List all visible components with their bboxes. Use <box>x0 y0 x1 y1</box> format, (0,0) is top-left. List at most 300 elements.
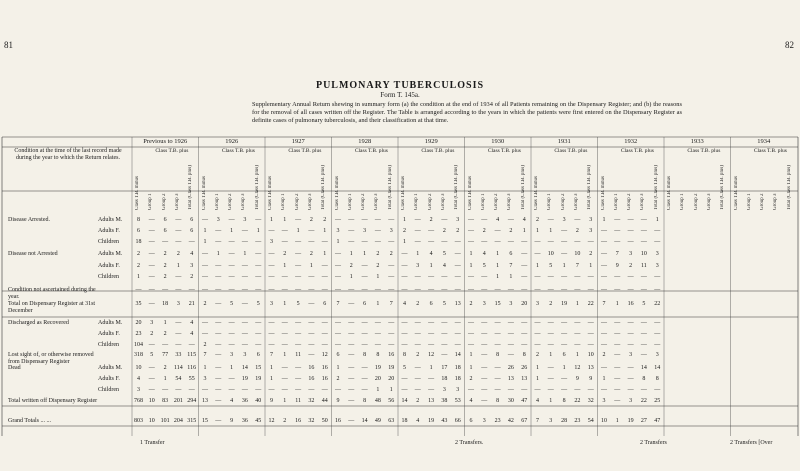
table-cell: — <box>215 387 222 393</box>
column-header: Class T.B. minus <box>401 176 406 210</box>
row-sublabel: Children <box>98 342 119 348</box>
table-cell: 1 <box>602 217 606 223</box>
table-cell: — <box>534 342 541 348</box>
table-cell: — <box>507 352 514 358</box>
table-cell: — <box>454 331 461 337</box>
row-sublabel: Adults F. <box>98 263 120 269</box>
table-cell: 1 <box>429 365 433 371</box>
table-cell: 1 <box>230 228 234 234</box>
table-cell: 4 <box>190 251 194 257</box>
table-cell: 2 <box>283 251 287 257</box>
class-plus-header: Class T.B. plus <box>620 148 654 154</box>
table-cell: 1 <box>323 251 327 257</box>
table-cell: 11 <box>295 352 301 358</box>
table-cell: 1 <box>469 251 473 257</box>
table-cell: — <box>481 320 488 326</box>
table-cell: 40 <box>255 398 262 404</box>
table-cell: — <box>348 352 355 358</box>
table-cell: 13 <box>202 398 208 404</box>
table-cell: — <box>654 228 661 234</box>
table-cell: — <box>468 274 474 280</box>
table-cell: — <box>281 365 288 371</box>
document-title: PULMONARY TUBERCULOSIS <box>315 80 485 91</box>
table-cell: — <box>255 251 262 257</box>
table-cell: — <box>374 287 381 293</box>
column-header: Total (Class T.B. plus) <box>587 165 593 210</box>
table-cell: 318 <box>134 352 143 358</box>
row-label: Condition not ascertained during the year. <box>8 287 96 300</box>
table-cell: — <box>361 287 368 293</box>
table-cell: 1 <box>296 228 300 234</box>
table-cell: — <box>601 387 607 393</box>
table-cell: — <box>468 287 474 293</box>
table-cell: 3 <box>509 301 513 307</box>
table-cell: 3 <box>270 301 273 307</box>
table-cell: — <box>627 342 634 348</box>
table-cell: — <box>468 217 474 223</box>
table-cell: — <box>534 331 541 337</box>
table-cell: 4 <box>536 398 539 404</box>
table-cell: — <box>308 239 315 245</box>
table-cell: — <box>348 217 355 223</box>
table-cell: — <box>202 217 208 223</box>
table-cell: 19 <box>374 365 381 371</box>
table-cell: 1 <box>536 376 539 382</box>
table-cell: 83 <box>162 398 169 404</box>
table-cell: 6 <box>562 352 566 358</box>
table-cell: 13 <box>428 398 435 404</box>
table-cell: — <box>295 274 302 280</box>
table-cell: — <box>521 251 528 257</box>
table-cell: — <box>481 398 488 404</box>
table-cell: — <box>308 301 315 307</box>
table-cell: — <box>468 228 474 234</box>
table-cell: 8 <box>137 217 140 223</box>
class-plus-header: Class T.B. plus <box>221 148 255 154</box>
column-header: Group 3 <box>640 193 646 210</box>
table-cell: — <box>361 217 368 223</box>
table-cell: 8 <box>642 376 646 382</box>
table-cell: 14 <box>401 398 408 404</box>
table-cell: — <box>561 274 568 280</box>
table-cell: 66 <box>454 418 461 424</box>
table-cell: 1 <box>309 263 313 269</box>
table-cell: — <box>295 387 302 393</box>
table-cell: 2 <box>442 228 446 234</box>
table-cell: — <box>507 387 514 393</box>
table-cell: 6 <box>190 228 194 234</box>
table-cell: — <box>388 274 395 280</box>
table-cell: — <box>640 342 647 348</box>
table-cell: 18 <box>454 365 461 371</box>
table-cell: — <box>308 387 315 393</box>
table-cell: — <box>268 320 275 326</box>
intro-paragraph: Supplementary Annual Return shewing in summary form (a) the condition at the end of 1934 of all Patients remaining on the Dispensary Register; and (b) the reasons for the removal of all cases written off the Register. The Table is arranged according to the years in which the patients were first entered on the Dispensary Register as definite cases of pulmonary tuberculosis, and their classification at that time. <box>252 101 682 124</box>
table-cell: — <box>348 387 355 393</box>
table-cell: — <box>654 320 661 326</box>
table-cell: 2 <box>163 365 167 371</box>
column-header: Class T.B. minus <box>534 176 539 210</box>
table-cell: — <box>255 239 262 245</box>
table-cell: 16 <box>321 365 328 371</box>
table-cell: 1 <box>270 376 273 382</box>
table-cell: — <box>361 342 368 348</box>
table-cell: 2 <box>163 263 167 269</box>
table-cell: — <box>654 287 661 293</box>
table-cell: 8 <box>522 352 526 358</box>
table-cell: 2 <box>403 228 406 234</box>
table-cell: — <box>401 287 408 293</box>
table-cell: — <box>428 239 435 245</box>
table-cell: 4 <box>522 217 526 223</box>
table-cell: — <box>308 287 315 293</box>
table-cell: — <box>215 331 222 337</box>
table-cell: — <box>601 365 607 371</box>
table-cell: — <box>640 320 647 326</box>
table-cell: — <box>428 387 435 393</box>
table-cell: — <box>454 274 461 280</box>
table-cell: — <box>295 251 302 257</box>
table-cell: — <box>614 228 621 234</box>
table-cell: 1 <box>163 320 167 326</box>
table-cell: 3 <box>655 263 659 269</box>
table-cell: 3 <box>482 418 486 424</box>
table-cell: — <box>188 342 195 348</box>
table-cell: 2 <box>509 228 513 234</box>
table-cell: 30 <box>507 398 514 404</box>
table-cell: — <box>561 376 568 382</box>
table-cell: — <box>228 274 235 280</box>
table-cell: — <box>627 387 634 393</box>
table-cell: — <box>335 287 341 293</box>
table-cell: — <box>507 320 514 326</box>
table-cell: — <box>428 287 435 293</box>
table-cell: — <box>414 287 421 293</box>
table-cell: — <box>241 263 248 269</box>
table-cell: 17 <box>441 365 448 371</box>
table-cell: 4 <box>416 418 420 424</box>
form-number: Form T. 145a. <box>380 91 420 99</box>
table-cell: — <box>601 287 607 293</box>
table-cell: 2 <box>336 376 340 382</box>
table-cell: — <box>414 342 421 348</box>
table-cell: 27 <box>640 418 647 424</box>
table-cell: 5 <box>442 301 446 307</box>
column-header: Class T.B. minus <box>334 176 340 210</box>
table-cell: 16 <box>388 352 395 358</box>
table-cell: 2 <box>536 217 539 223</box>
row-label: Total written off Dispensary Register <box>8 398 98 404</box>
table-cell: — <box>521 274 528 280</box>
table-cell: — <box>281 287 288 293</box>
column-header: Group 2 <box>427 193 433 210</box>
column-header: Group 1 <box>746 193 752 210</box>
table-cell: 4 <box>190 320 194 326</box>
table-cell: 4 <box>482 251 486 257</box>
table-cell: 1 <box>256 228 260 234</box>
row-sublabel: Adults M. <box>98 365 123 371</box>
table-cell: 2 <box>429 217 433 223</box>
table-cell: — <box>255 263 262 269</box>
column-header: Group 2 <box>760 193 766 210</box>
table-cell: — <box>308 228 315 234</box>
table-cell: — <box>388 287 395 293</box>
table-cell: — <box>494 228 501 234</box>
table-cell: 48 <box>374 398 381 404</box>
table-cell: — <box>441 217 448 223</box>
table-cell: 3 <box>629 352 633 358</box>
table-cell: 2 <box>203 301 207 307</box>
table-cell: 10 <box>601 418 607 424</box>
table-cell: — <box>388 217 395 223</box>
table-cell: — <box>295 342 302 348</box>
table-cell: 2 <box>575 228 579 234</box>
column-header: Total (Class T.B. plus) <box>387 165 393 210</box>
column-header: Group 1 <box>281 193 287 210</box>
table-cell: — <box>654 342 661 348</box>
table-cell: — <box>574 217 581 223</box>
table-cell: — <box>321 239 328 245</box>
table-cell: — <box>401 387 408 393</box>
table-cell: 3 <box>336 228 340 234</box>
table-cell: — <box>321 274 328 280</box>
table-cell: — <box>640 274 647 280</box>
column-header: Group 3 <box>507 193 513 210</box>
table-cell: 1 <box>376 301 380 307</box>
table-cell: — <box>388 320 395 326</box>
table-cell: — <box>202 320 208 326</box>
row-sublabel: Adults F. <box>98 331 120 337</box>
table-cell: — <box>614 352 621 358</box>
table-cell: 1 <box>389 387 393 393</box>
table-cell: — <box>481 352 488 358</box>
column-header: Group 1 <box>480 193 486 210</box>
table-cell: 2 <box>589 251 593 257</box>
table-cell: 3 <box>416 263 420 269</box>
table-cell: 2 <box>203 342 207 348</box>
table-cell: — <box>228 263 235 269</box>
table-cell: — <box>374 239 381 245</box>
table-cell: — <box>414 376 421 382</box>
table-cell: — <box>175 342 182 348</box>
table-cell: — <box>401 331 408 337</box>
table-cell: 4 <box>469 398 473 404</box>
table-cell: — <box>481 331 488 337</box>
table-cell: — <box>627 376 634 382</box>
table-cell: — <box>374 228 381 234</box>
table-cell: 21 <box>188 301 195 307</box>
table-cell: — <box>268 228 275 234</box>
table-cell: — <box>521 263 528 269</box>
table-cell: 1 <box>615 418 619 424</box>
table-cell: — <box>561 239 568 245</box>
table-cell: — <box>441 287 448 293</box>
table-cell: — <box>215 376 222 382</box>
table-cell: — <box>268 263 275 269</box>
table-cell: 13 <box>521 376 528 382</box>
table-cell: 67 <box>521 418 528 424</box>
table-cell: 7 <box>509 263 513 269</box>
table-cell: 2 <box>482 228 486 234</box>
table-cell: 204 <box>173 418 183 424</box>
table-cell: — <box>361 376 368 382</box>
table-cell: — <box>188 387 195 393</box>
table-cell: — <box>414 239 421 245</box>
table-cell: 3 <box>216 217 220 223</box>
column-header: Total (Class T.B. plus) <box>520 165 526 210</box>
row-label: Lost sight of, or otherwise removed from Dispensary Register <box>8 352 94 365</box>
table-cell: — <box>428 376 435 382</box>
table-cell: 1 <box>216 251 220 257</box>
table-cell: — <box>255 287 262 293</box>
table-cell: 32 <box>308 398 315 404</box>
table-cell: 1 <box>349 274 353 280</box>
table-cell: — <box>401 320 408 326</box>
table-cell: — <box>521 239 528 245</box>
table-cell: — <box>614 217 621 223</box>
table-cell: 1 <box>589 263 593 269</box>
table-cell: — <box>614 398 621 404</box>
table-cell: 3 <box>589 217 593 223</box>
table-cell: — <box>215 239 222 245</box>
table-cell: — <box>428 320 435 326</box>
table-cell: — <box>454 342 461 348</box>
table-cell: — <box>215 398 222 404</box>
table-cell: — <box>281 387 288 393</box>
table-cell: — <box>640 352 647 358</box>
table-cell: — <box>202 263 208 269</box>
table-cell: 9 <box>589 376 593 382</box>
table-cell: 768 <box>134 398 143 404</box>
table-cell: — <box>374 217 381 223</box>
table-cell: 53 <box>454 398 461 404</box>
table-cell: — <box>361 239 368 245</box>
table-cell: — <box>388 239 395 245</box>
table-cell: 10 <box>547 251 554 257</box>
table-cell: — <box>228 251 235 257</box>
table-cell: 2 <box>283 418 287 424</box>
table-cell: — <box>627 331 634 337</box>
table-cell: — <box>281 331 288 337</box>
table-cell: — <box>175 228 182 234</box>
table-cell: 1 <box>376 387 380 393</box>
table-cell: — <box>481 365 488 371</box>
table-cell: — <box>521 287 528 293</box>
table-cell: — <box>215 418 222 424</box>
table-cell: — <box>175 217 182 223</box>
table-cell: 10 <box>640 251 647 257</box>
table-cell: — <box>547 320 554 326</box>
column-header: Group 2 <box>361 193 367 210</box>
table-cell: 4 <box>137 376 140 382</box>
table-cell: — <box>215 263 222 269</box>
column-header: Group 1 <box>148 193 154 210</box>
table-cell: — <box>361 387 368 393</box>
table-cell: 1 <box>376 274 380 280</box>
table-cell: — <box>640 239 647 245</box>
row-sublabel: Adults M. <box>98 251 123 257</box>
table-cell: 2 <box>416 398 420 404</box>
table-cell: 2 <box>549 301 553 307</box>
table-cell: — <box>481 387 488 393</box>
table-cell: 1 <box>469 263 473 269</box>
table-cell: — <box>148 239 155 245</box>
row-sublabel: Adults F. <box>98 228 120 234</box>
table-cell: — <box>614 320 621 326</box>
table-cell: 50 <box>321 418 328 424</box>
table-cell: 2 <box>416 301 420 307</box>
table-cell: — <box>241 287 248 293</box>
table-cell: — <box>215 352 222 358</box>
table-cell: 6 <box>336 352 340 358</box>
table-cell: 7 <box>615 251 619 257</box>
table-cell: — <box>295 365 302 371</box>
table-cell: 18 <box>441 376 448 382</box>
table-cell: — <box>561 320 568 326</box>
table-cell: 8 <box>496 398 500 404</box>
table-cell: — <box>454 320 461 326</box>
column-header: Group 1 <box>347 193 353 210</box>
table-cell: — <box>348 301 355 307</box>
table-cell: 201 <box>173 398 183 404</box>
table-cell: 1 <box>283 301 287 307</box>
table-cell: — <box>361 274 368 280</box>
table-cell: 3 <box>589 228 593 234</box>
table-cell: 43 <box>441 418 448 424</box>
column-header: Group 3 <box>374 193 380 210</box>
table-cell: — <box>175 287 182 293</box>
table-cell: — <box>335 331 341 337</box>
table-cell: 3 <box>482 301 486 307</box>
table-cell: — <box>388 331 395 337</box>
table-cell: 23 <box>574 418 581 424</box>
table-cell: 5 <box>549 263 553 269</box>
table-cell: 1 <box>283 217 287 223</box>
table-cell: — <box>428 228 435 234</box>
table-cell: 7 <box>336 301 340 307</box>
table-cell: 10 <box>135 365 142 371</box>
table-cell: 5 <box>482 263 486 269</box>
table-cell: — <box>494 287 501 293</box>
table-cell: 10 <box>148 418 155 424</box>
table-cell: 6 <box>190 217 194 223</box>
table-cell: — <box>255 320 262 326</box>
table-cell: 1 <box>562 263 566 269</box>
column-header: Class T.B. minus <box>667 176 672 210</box>
table-cell: 1 <box>349 251 353 257</box>
table-cell: 44 <box>321 398 328 404</box>
table-cell: 1 <box>562 365 566 371</box>
table-cell: — <box>627 217 634 223</box>
table-cell: 1 <box>536 228 539 234</box>
row-label: Disease Arrested. <box>8 217 50 223</box>
column-header: Group 2 <box>228 193 234 210</box>
column-header: Total (Class T.B. plus) <box>454 165 460 210</box>
table-cell: 3 <box>629 251 633 257</box>
table-cell: 33 <box>175 352 182 358</box>
table-cell: — <box>654 387 661 393</box>
table-cell: — <box>574 287 581 293</box>
table-cell: 38 <box>441 398 448 404</box>
column-header: Class T.B. minus <box>268 176 273 210</box>
table-cell: 15 <box>494 301 501 307</box>
column-header: Class T.B. minus <box>135 176 140 210</box>
table-cell: — <box>295 376 302 382</box>
table-cell: — <box>348 331 355 337</box>
table-cell: — <box>627 287 634 293</box>
class-plus-header: Class T.B. plus <box>421 148 455 154</box>
table-cell: — <box>627 320 634 326</box>
